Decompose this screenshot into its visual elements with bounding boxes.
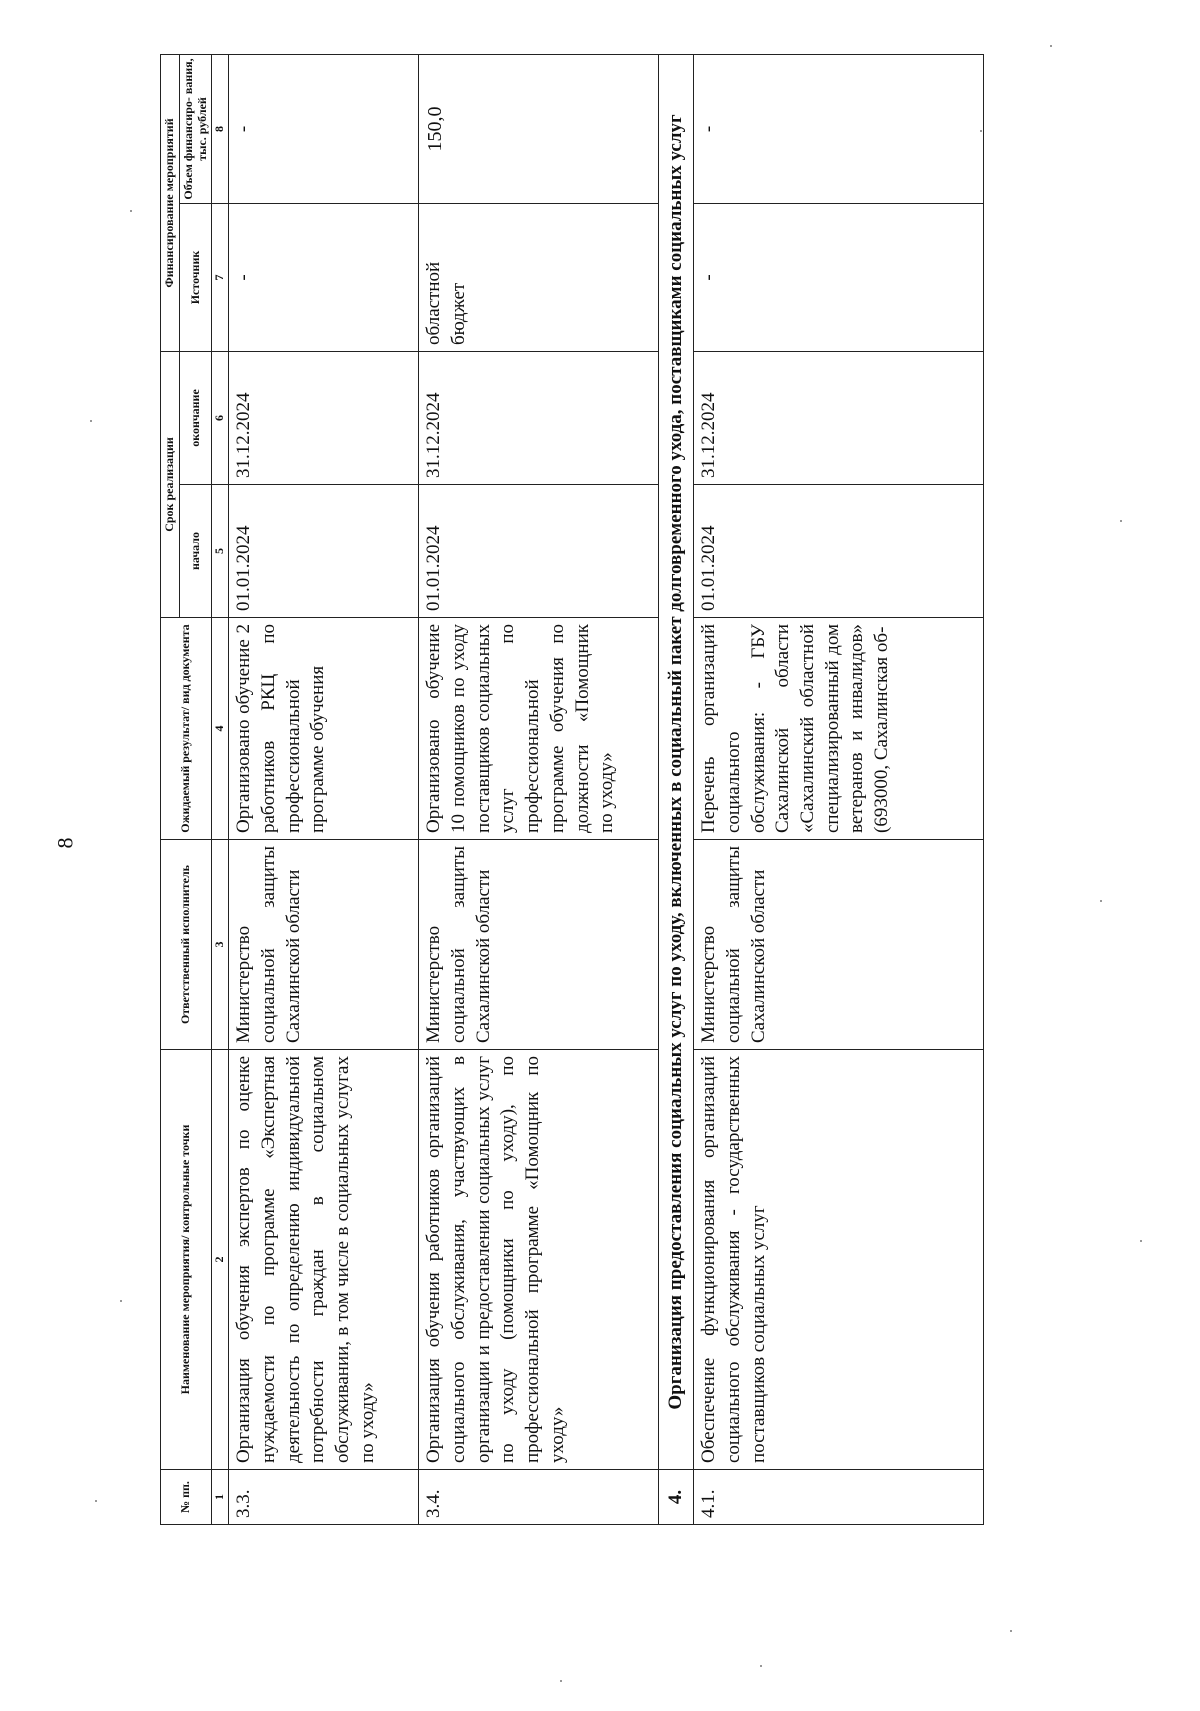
header-result: Ожидаемый результат/ вид документа — [161, 618, 212, 840]
header-financing: Финансирование мероприятий — [161, 54, 180, 351]
row-number: 3.3. — [229, 1470, 419, 1525]
executor: Министерство социальной защиты Сахалинской области — [419, 840, 659, 1050]
column-number: 1 — [212, 1470, 229, 1525]
start-date: 01.01.2024 — [229, 485, 419, 618]
row-number: 3.4. — [419, 1470, 659, 1525]
column-number: 7 — [212, 203, 229, 351]
header-start: начало — [179, 485, 212, 618]
section-number: 4. — [659, 1470, 694, 1525]
column-number: 2 — [212, 1050, 229, 1470]
column-number: 5 — [212, 485, 229, 618]
activity-name: Организация обучения экспертов по оценке нуждаемости по программе «Экспертная деятельность по определению индивидуальной потребности граждан в социальном обслуживании, в том числе в социальных услугах по уходу» — [229, 1050, 419, 1470]
header-no: № пп. — [161, 1470, 212, 1525]
rotated-table-container — [160, 55, 1045, 1525]
activity-name: Обеспечение функционирования организаций социального обслуживания - государственных поставщиков социальных услуг — [694, 1050, 984, 1470]
page-number: 8 — [52, 837, 78, 849]
header-period: Срок реализации — [161, 351, 180, 617]
column-number: 6 — [212, 351, 229, 484]
start-date: 01.01.2024 — [694, 485, 984, 618]
funding-source: - — [229, 203, 419, 351]
end-date: 31.12.2024 — [229, 351, 419, 484]
executor: Министерство социальной защиты Сахалинской области — [694, 840, 984, 1050]
table-row — [694, 54, 984, 1524]
header-volume: Объем финансиро- вания, тыс. рублей — [179, 54, 212, 203]
end-date: 31.12.2024 — [694, 351, 984, 484]
expected-result: Организовано обучение 10 помощников по уходу поставщиков социальных услуг по профессиональной программе обучения по должности «Помощник по уходу» — [419, 618, 659, 840]
executor: Министерство социальной защиты Сахалинской области — [229, 840, 419, 1050]
activities-table — [160, 54, 984, 1525]
expected-result: Перечень организаций социального обслуживания: - ГБУ Сахалинской области «Сахалинский областной специализированный дом ветеранов и инвалидов» (693000, Сахалинская об- — [694, 618, 984, 840]
column-number: 4 — [212, 618, 229, 840]
column-number-row — [212, 54, 229, 1524]
start-date: 01.01.2024 — [419, 485, 659, 618]
funding-source: областной бюджет — [419, 203, 659, 351]
header-end: окончание — [179, 351, 212, 484]
section-title: Организация предоставления социальных услуг по уходу, включенных в социальный пакет долговременного ухода, поставщиками социальных услуг — [659, 54, 694, 1469]
funding-volume: - — [229, 54, 419, 203]
expected-result: Организовано обучение 2 работников РКЦ по профессиональной программе обучения — [229, 618, 419, 840]
funding-volume: 150,0 — [419, 54, 659, 203]
section-row — [659, 54, 694, 1524]
funding-volume: - — [694, 54, 984, 203]
end-date: 31.12.2024 — [419, 351, 659, 484]
header-source: Источник — [179, 203, 212, 351]
column-number: 3 — [212, 840, 229, 1050]
row-number: 4.1. — [694, 1470, 984, 1525]
table-row — [419, 54, 659, 1524]
funding-source: - — [694, 203, 984, 351]
activity-name: Организация обучения работников организаций социального обслуживания, участвующих в организации и предоставлении социальных услуг по уходу (помощники по уходу), по профессиональной программе «Помощник по уходу» — [419, 1050, 659, 1470]
column-number: 8 — [212, 54, 229, 203]
header-executor: Ответственный исполнитель — [161, 840, 212, 1050]
header-name: Наименование мероприятия/ контрольные точки — [161, 1050, 212, 1470]
table-row — [229, 54, 419, 1524]
